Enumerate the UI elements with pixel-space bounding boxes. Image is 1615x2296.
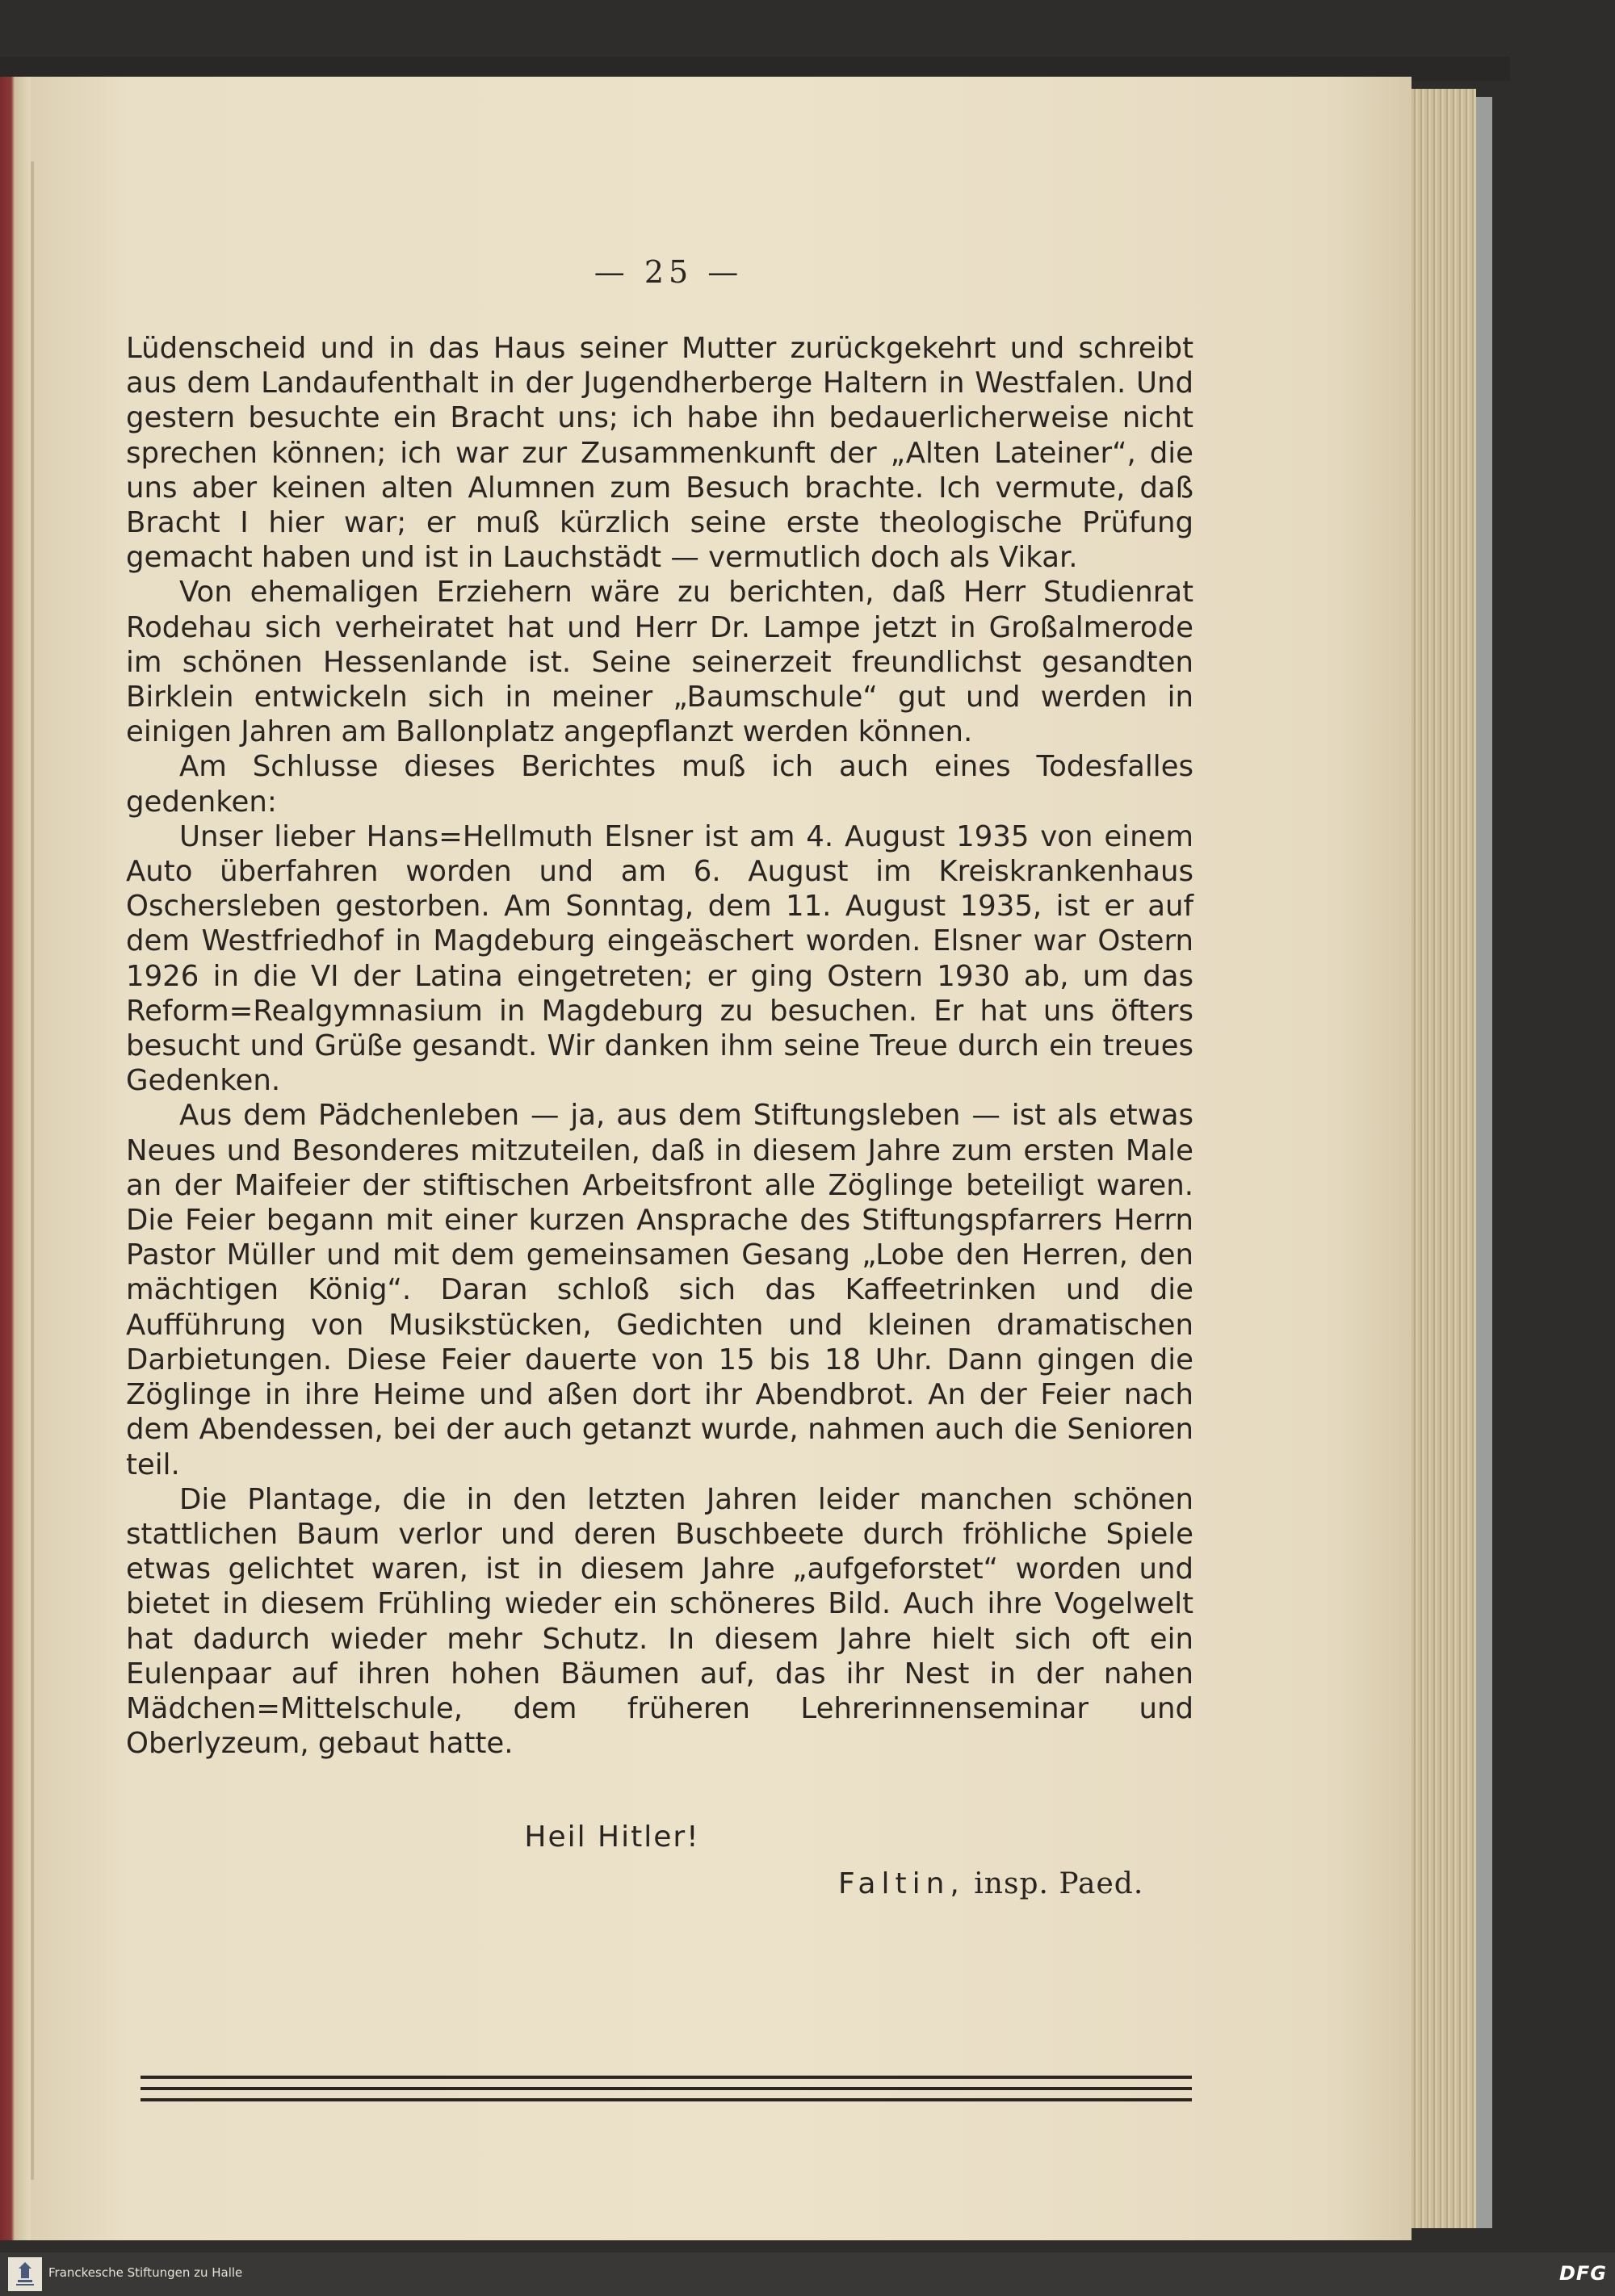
closing-rule-middle: [141, 2087, 1192, 2090]
dfg-logo: DFG: [1558, 2262, 1607, 2285]
paragraph-3: Am Schlusse dieses Berichtes muß ich auch eines Todesfalles gedenken:: [126, 750, 1193, 819]
paragraph-4: Unser lieber Hans=Hellmuth Elsner ist am 4. August 1935 von einem Auto überfahren worden und am 6. August im Kreiskrankenhaus Oschersleben gestorben. Am Sonntag, dem 11. August 1935, ist er auf dem Westfriedhof in Magdeburg eingeäschert worden. Elsner war Ostern 1926 in die VI der Latina eingetreten; er ging Ostern 1930 ab, um das Reform=Realgymnasium in Magdeburg zu besuchen. Er hat uns öfters besucht und Grüße gesandt. Wir danken ihm seine Treue durch ein treues Gedenken.: [126, 819, 1193, 1098]
paragraph-2: Von ehemaligen Erziehern wäre zu berichten, daß Herr Studienrat Rodehau sich verheiratet hat und Herr Dr. Lampe jetzt in Großalmerode im schönen Hessenlande ist. Seine seinerzeit freundlichst gesandten Birklein entwickeln sich in meiner „Baumschule“ gut und werden in einigen Jahren am Ballonplatz angepflanzt werden können.: [126, 576, 1193, 749]
signature: [838, 1867, 1143, 1900]
foundation-crest-icon: [8, 2257, 42, 2291]
closing-rule-top: [141, 2076, 1192, 2079]
page-block-edges: [1412, 89, 1476, 2228]
page-number: — 25 —: [594, 254, 744, 290]
paragraph-1: Lüdenscheid und in das Haus seiner Mutter zurückgekehrt und schreibt aus dem Landaufenthalt in der Jugendherberge Haltern in Westfalen. Und gestern besuchte ein Bracht uns; ich habe ihn bedauerlicherweise nicht sprechen können; ich war zur Zusammenkunft der „Alten Lateiner“, die uns aber keinen alten Alumnen zum Besuch brachte. Ich vermute, daß Bracht I hier war; er muß kürzlich seine erste theologische Prüfung gemacht haben und ist in Lauchstädt — vermutlich doch als Vikar.: [126, 332, 1193, 575]
body-text: [126, 331, 1193, 1761]
signoff: Heil Hitler!: [524, 1820, 700, 1854]
paragraph-5: Aus dem Pädchenleben — ja, aus dem Stiftungsleben — ist als etwas Neues und Besonderes mitzuteilen, daß in diesem Jahre zum ersten Male an der Maifeier der stiftischen Arbeitsfront alle Zöglinge beteiligt waren. Die Feier begann mit einer kurzen Ansprache des Stiftungspfarrers Herrn Pastor Müller und mit dem gemeinsamen Gesang „Lobe den Herren, den mächtigen König“. Daran schloß sich das Kaffeetrinken und die Aufführung von Musikstücken, Gedichten und kleinen dramatischen Darbietungen. Diese Feier dauerte von 15 bis 18 Uhr. Dann gingen die Zöglinge in ihre Heime und aßen dort ihr Abendbrot. An der Feier nach dem Abendessen, bei der auch getanzt wurde, nahmen auch die Senioren teil.: [126, 1099, 1193, 1481]
footer-bar: [0, 2252, 1615, 2296]
gutter-shadow: [31, 161, 34, 2180]
paragraph-6: Die Plantage, die in den letzten Jahren leider manchen schönen stattlichen Baum verlor und deren Buschbeete durch fröhliche Spiele etwas gelichtet waren, ist in diesem Jahre „aufgeforstet“ worden und bietet in diesem Frühling wieder ein schöneres Bild. Auch ihre Vogelwelt hat dadurch wieder mehr Schutz. In diesem Jahre hielt sich oft ein Eulenpaar auf ihren hohen Bäumen auf, das ihr Nest in der nahen Mädchen=Mittelschule, dem früheren Lehrerinnenseminar und Oberlyzeum, gebaut hatte.: [126, 1482, 1193, 1761]
footer-institution-label: Franckesche Stiftungen zu Halle: [48, 2265, 243, 2280]
page-edge-shadow: [1476, 97, 1492, 2228]
book-page: [31, 77, 1412, 2240]
book-spine-edge: [0, 77, 31, 2240]
signature-name: Faltin,: [838, 1867, 965, 1900]
signature-title: insp. Paed.: [974, 1867, 1144, 1900]
closing-rule-bottom: [141, 2098, 1192, 2101]
